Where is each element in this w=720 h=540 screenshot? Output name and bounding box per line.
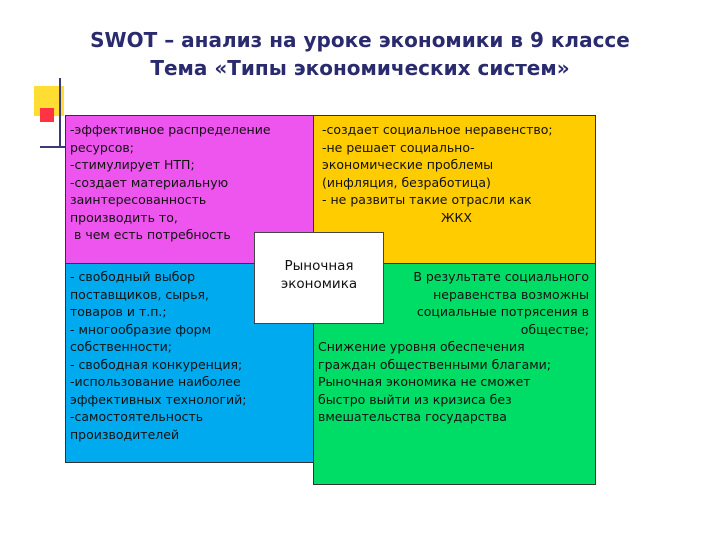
opportunities-line: эффективных технологий; bbox=[70, 391, 247, 407]
opportunities-line: - свободный выбор bbox=[70, 269, 196, 284]
strengths-line: -создает материальную bbox=[70, 174, 229, 190]
page-subtitle: Тема «Типы экономических систем» bbox=[150, 56, 570, 80]
decor-vertical-line bbox=[59, 78, 61, 148]
decor-red-square bbox=[40, 108, 54, 122]
threats-line: В результате социального bbox=[413, 269, 589, 284]
opportunities-line: поставщиков, сырья, bbox=[70, 286, 209, 302]
opportunities-line: - свободная конкуренция; bbox=[70, 356, 243, 372]
threats-line: Снижение уровня обеспечения bbox=[318, 339, 525, 354]
center-label-line: экономика bbox=[280, 276, 358, 292]
weaknesses-line: - не развиты такие отрасли как bbox=[322, 192, 532, 207]
weaknesses-line: ЖКХ bbox=[441, 209, 472, 225]
opportunities-line: производителей bbox=[70, 426, 180, 442]
opportunities-line: - многообразие форм bbox=[70, 321, 212, 337]
opportunities-line: собственности; bbox=[70, 339, 172, 354]
threats-line: вмешательства государства bbox=[318, 409, 507, 424]
threats-line: социальные потрясения в bbox=[416, 304, 589, 319]
opportunities-line: -самостоятельность bbox=[70, 409, 204, 424]
strengths-line: ресурсов; bbox=[70, 139, 134, 155]
threats-line: быстро выйти из кризиса без bbox=[318, 391, 512, 407]
weaknesses-line: (инфляция, безработица) bbox=[322, 174, 491, 190]
strengths-line: -стимулирует НТП; bbox=[70, 157, 195, 172]
strengths-line: в чем есть потребность bbox=[70, 227, 231, 242]
opportunities-line: товаров и т.п.; bbox=[70, 304, 167, 319]
threats-line: граждан общественными благами; bbox=[318, 356, 551, 372]
weaknesses-line: -создает социальное неравенство; bbox=[322, 122, 553, 137]
opportunities-line: -использование наиболее bbox=[70, 374, 241, 389]
threats-line: неравенства возможны bbox=[433, 286, 589, 302]
strengths-line: заинтересованность bbox=[70, 192, 207, 207]
threats-line: обществе; bbox=[520, 321, 589, 337]
center-label-line: Рыночная bbox=[284, 258, 354, 274]
weaknesses-line: экономические проблемы bbox=[322, 157, 494, 172]
threats-line: Рыночная экономика не сможет bbox=[318, 374, 531, 389]
center-label-box bbox=[254, 232, 384, 324]
decor-horizontal-line bbox=[40, 146, 68, 148]
page-title: SWOT – анализ на уроке экономики в 9 классе bbox=[90, 28, 630, 52]
strengths-line: производить то, bbox=[70, 209, 178, 225]
weaknesses-line: -не решает социально- bbox=[322, 139, 475, 155]
strengths-line: -эффективное распределение bbox=[70, 122, 271, 137]
